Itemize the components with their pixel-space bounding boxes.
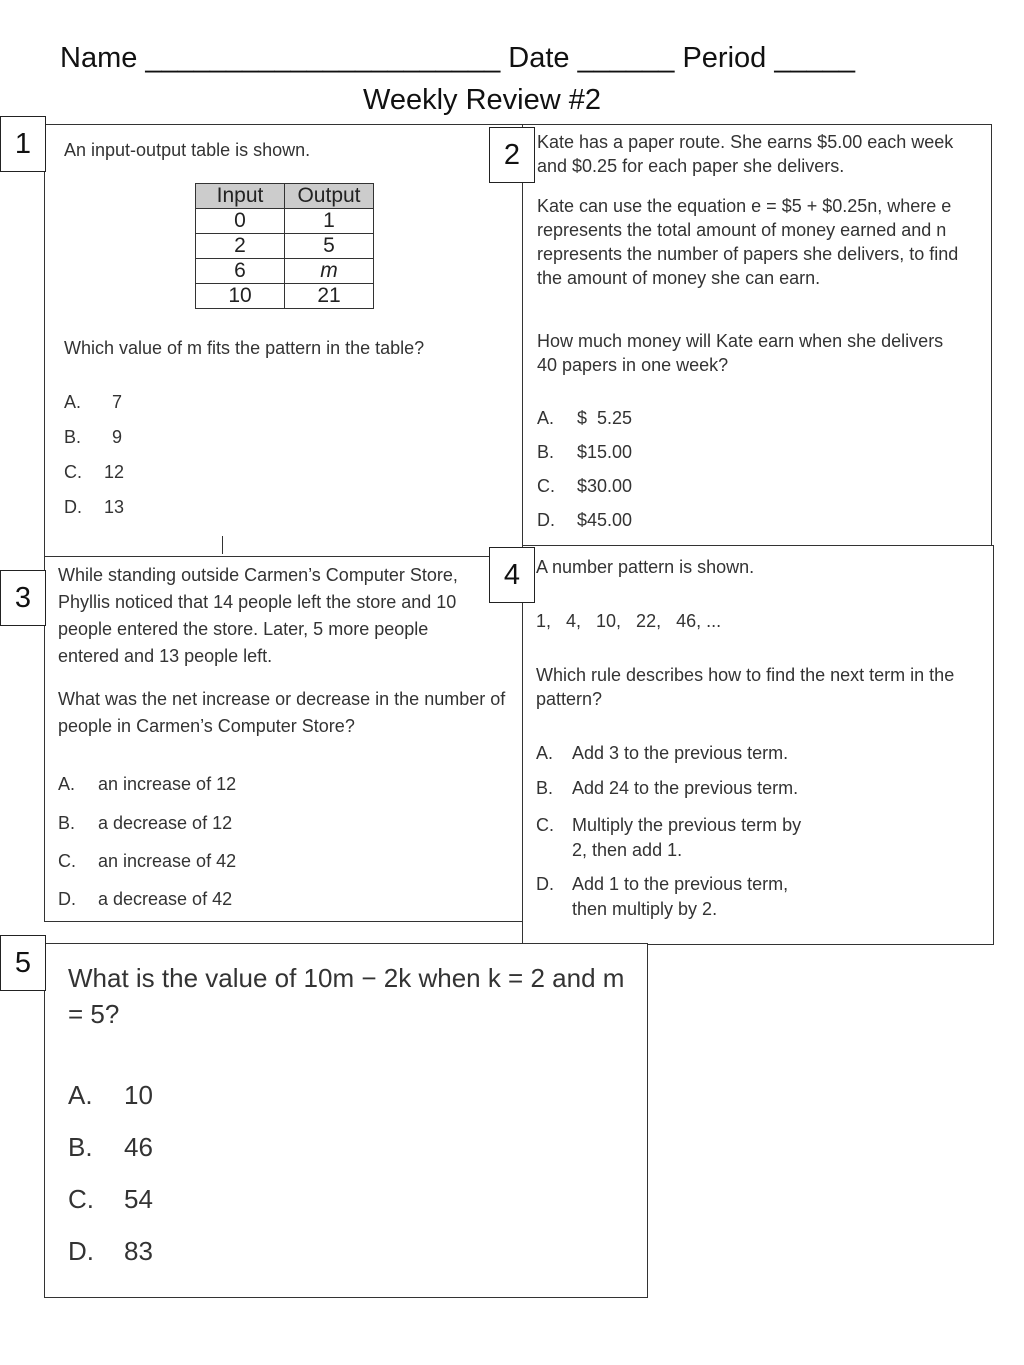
q3-option-c[interactable] xyxy=(58,851,236,872)
option-letter: C. xyxy=(64,462,82,482)
option-letter: A. xyxy=(58,774,76,794)
table-header: Output xyxy=(285,184,374,209)
q5-option-b[interactable] xyxy=(68,1132,153,1163)
option-letter: A. xyxy=(537,408,555,428)
option-text: $ 5.25 xyxy=(577,408,633,428)
option-letter: B. xyxy=(537,442,555,462)
q1-option-a[interactable] xyxy=(64,392,122,413)
q4-option-d[interactable] xyxy=(536,872,822,922)
option-letter: C. xyxy=(537,476,555,496)
option-text: 54 xyxy=(124,1184,153,1214)
option-letter: A. xyxy=(64,392,82,412)
table-cell: 0 xyxy=(196,209,285,234)
option-text: a decrease of 12 xyxy=(98,813,233,833)
q3-option-d[interactable] xyxy=(58,889,232,910)
q4-option-a[interactable] xyxy=(536,743,822,764)
option-text: 12 xyxy=(104,462,125,482)
q4-option-b[interactable] xyxy=(536,778,842,799)
option-letter: B. xyxy=(58,813,76,833)
q1-option-b[interactable] xyxy=(64,427,122,448)
q4-sequence: 1, 4, 10, 22, 46, ... xyxy=(536,611,722,631)
option-letter: D. xyxy=(537,510,555,530)
q2-paragraph-2: Kate can use the equation e = $5 + $0.25n, where e represents the total amount of money earned and n represents the number of papers she delivers, to find the amount of money she can earn. xyxy=(537,196,959,288)
option-text: Multiply the previous term by 2, then add 1. xyxy=(572,815,802,860)
option-text: $45.00 xyxy=(577,510,633,530)
q2-option-d[interactable] xyxy=(537,510,632,531)
option-letter: D. xyxy=(536,874,554,894)
option-text: Add 3 to the previous term. xyxy=(572,743,789,763)
option-text: Add 24 to the previous term. xyxy=(572,778,799,798)
q3-option-a[interactable] xyxy=(58,774,236,795)
option-text: $15.00 xyxy=(577,442,633,462)
q3-option-b[interactable] xyxy=(58,813,232,834)
table-cell: 21 xyxy=(285,284,374,309)
q1-question: Which value of m fits the pattern in the table? xyxy=(64,338,425,358)
table-header: Input xyxy=(196,184,285,209)
question-2-number: 2 xyxy=(489,127,535,183)
q3-paragraph-1: While standing outside Carmen’s Computer Store, Phyllis noticed that 14 people left the store and 10 people entered the store. Later, 5 more people entered and 13 people left. xyxy=(58,565,458,666)
q3-paragraph-2: What was the net increase or decrease in the number of people in Carmen’s Computer Store? xyxy=(58,689,506,736)
q5-option-c[interactable] xyxy=(68,1184,153,1215)
q2-option-b[interactable] xyxy=(537,442,632,463)
page-title: Weekly Review #2 xyxy=(362,84,601,116)
q1-input-output-table xyxy=(195,183,374,309)
name-date-period-line: Name ______________________ Date ______ Period _____ xyxy=(60,42,855,74)
option-letter: A. xyxy=(536,743,554,763)
question-3-number: 3 xyxy=(0,570,46,626)
option-letter: C. xyxy=(68,1184,94,1214)
option-text: an increase of 12 xyxy=(98,774,237,794)
option-text: 10 xyxy=(124,1080,153,1110)
option-text: a decrease of 42 xyxy=(98,889,233,909)
q4-intro: A number pattern is shown. xyxy=(536,557,755,577)
q1-prompt: An input-output table is shown. xyxy=(64,140,311,160)
question-1-number: 1 xyxy=(0,116,46,172)
q4-question: Which rule describes how to find the next term in the pattern? xyxy=(536,665,955,709)
q1-option-d[interactable] xyxy=(64,497,124,518)
table-cell: 6 xyxy=(196,259,285,284)
option-text: 83 xyxy=(124,1236,153,1266)
option-text: 9 xyxy=(112,427,123,447)
q2-paragraph-1: Kate has a paper route. She earns $5.00 each week and $0.25 for each paper she delivers. xyxy=(537,132,954,176)
option-text: 13 xyxy=(104,497,125,517)
table-cell: 1 xyxy=(285,209,374,234)
table-cell: 5 xyxy=(285,234,374,259)
option-letter: C. xyxy=(536,815,554,835)
question-5-number: 5 xyxy=(0,935,46,991)
option-letter: C. xyxy=(58,851,76,871)
option-letter: D. xyxy=(68,1236,94,1266)
q2-paragraph-3: How much money will Kate earn when she delivers 40 papers in one week? xyxy=(537,331,944,375)
question-4-number: 4 xyxy=(489,547,535,603)
q4-option-c[interactable] xyxy=(536,813,802,863)
option-letter: A. xyxy=(68,1080,93,1110)
q1-option-c[interactable] xyxy=(64,462,124,483)
option-text: $30.00 xyxy=(577,476,633,496)
option-letter: B. xyxy=(64,427,82,447)
option-text: an increase of 42 xyxy=(98,851,237,871)
q5-option-d[interactable] xyxy=(68,1236,153,1267)
option-text: 46 xyxy=(124,1132,153,1162)
table-cell: 10 xyxy=(196,284,285,309)
divider-tick xyxy=(222,536,223,554)
option-letter: D. xyxy=(64,497,82,517)
option-text: 7 xyxy=(112,392,123,412)
q2-option-a[interactable] xyxy=(537,408,632,429)
option-text: Add 1 to the previous term, then multiply by 2. xyxy=(572,874,789,919)
option-letter: D. xyxy=(58,889,76,909)
option-letter: B. xyxy=(68,1132,93,1162)
table-cell: m xyxy=(285,259,374,284)
option-letter: B. xyxy=(536,778,554,798)
q5-option-a[interactable] xyxy=(68,1080,153,1111)
table-cell: 2 xyxy=(196,234,285,259)
q2-option-c[interactable] xyxy=(537,476,632,497)
q5-question: What is the value of 10m − 2k when k = 2 and m = 5? xyxy=(68,963,625,1029)
